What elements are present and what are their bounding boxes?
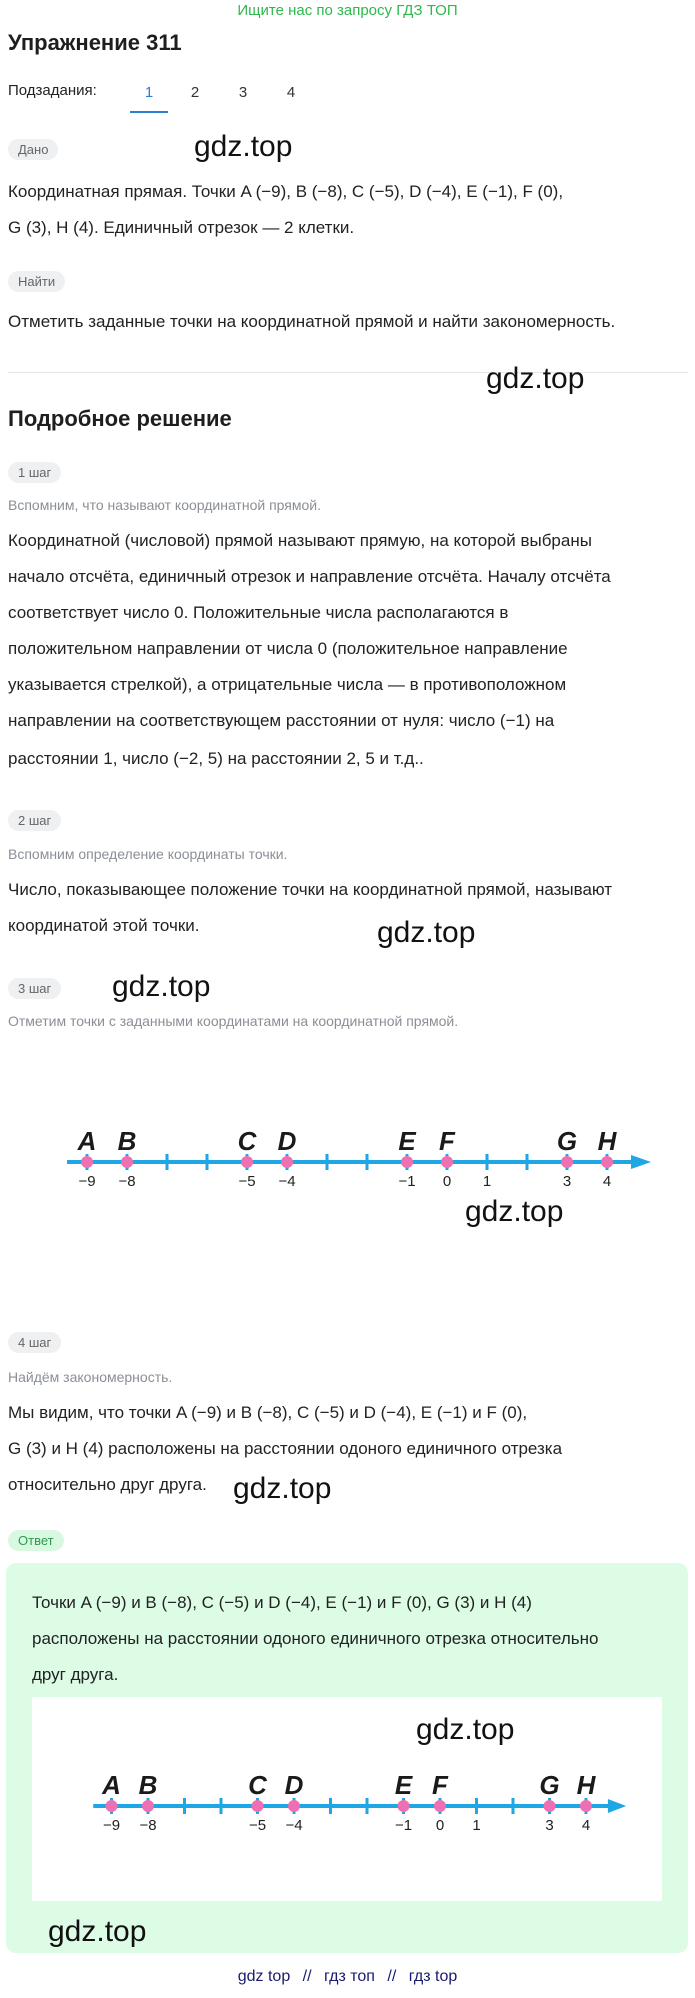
divider [8, 372, 688, 373]
point-coordinate: −1 [398, 1173, 416, 1190]
point-coordinate: 3 [562, 1173, 572, 1190]
point-coordinate: 4 [602, 1173, 612, 1190]
watermark: gdz.top [416, 1713, 515, 1746]
given-text-line-1: Координатная прямая. Точки A (−9), B (−8), C (−5), D (−4), E (−1), F (0), [8, 182, 564, 201]
point-coordinate: −4 [278, 1173, 296, 1190]
number-line-diagram [32, 1740, 662, 1840]
watermark: gdz.top [194, 130, 293, 163]
point-name: B [138, 1770, 158, 1800]
point-name: E [398, 1126, 416, 1156]
footer-links [0, 1968, 695, 1986]
solution-title: Подробное решение [8, 406, 232, 431]
footer-separator: // [387, 1968, 397, 1985]
point-marker [241, 1156, 253, 1168]
search-banner: Ищите нас по запросу ГДЗ ТОП [237, 2, 458, 19]
point-name: B [117, 1126, 137, 1156]
axis-arrow [631, 1155, 651, 1169]
step-1-line: положительном направлении от числа 0 (положительное направление [8, 639, 568, 658]
watermark: gdz.top [112, 970, 211, 1003]
step-4-hint: Найдём закономерность. [8, 1369, 173, 1385]
point-name: H [576, 1770, 596, 1800]
point-coordinate: −5 [248, 1817, 267, 1834]
point-marker [544, 1800, 556, 1812]
axis-arrow [608, 1799, 626, 1813]
point-name: F [439, 1126, 455, 1156]
point-name: G [539, 1770, 560, 1800]
point-marker [441, 1156, 453, 1168]
step-4-line: G (3) и H (4) расположены на расстоянии одоного единичного отрезка [8, 1439, 563, 1458]
point-coordinate: 0 [442, 1173, 452, 1190]
subtask-tab-4[interactable]: 4 [286, 84, 296, 101]
footer-link[interactable]: гдз топ [324, 1968, 375, 1985]
point-coordinate: −9 [78, 1173, 96, 1190]
step-3-pill: 3 шаг [8, 978, 61, 999]
watermark: gdz.top [465, 1195, 564, 1228]
point-name: F [432, 1770, 448, 1800]
point-name: A [77, 1126, 97, 1156]
page-title: Упражнение 311 [8, 30, 182, 55]
step-1-line: начало отсчёта, единичный отрезок и направление отсчёта. Началу отсчёта [8, 567, 611, 586]
subtasks-label: Подзадания: [8, 82, 97, 99]
step-2-line: координатой этой точки. [8, 916, 200, 935]
step-4-pill: 4 шаг [8, 1332, 61, 1353]
point-coordinate: −8 [118, 1173, 136, 1190]
footer-link[interactable]: гдз top [408, 1968, 458, 1985]
active-tab-indicator [130, 111, 168, 113]
watermark: gdz.top [48, 1915, 147, 1948]
point-coordinate: −5 [238, 1173, 256, 1190]
answer-line: расположены на расстоянии одоного единичного отрезка относительно [32, 1629, 599, 1648]
point-coordinate: −9 [102, 1817, 121, 1834]
point-marker [142, 1800, 154, 1812]
tick-label: 1 [472, 1817, 481, 1834]
watermark: gdz.top [486, 362, 585, 395]
point-name: C [237, 1126, 257, 1156]
watermark: gdz.top [377, 916, 476, 949]
step-1-line: расстоянии 1, число (−2, 5) на расстоянии 2, 5 и т.д.. [8, 749, 424, 768]
point-coordinate: 0 [435, 1817, 445, 1834]
point-name: G [556, 1126, 578, 1156]
point-coordinate: 3 [545, 1817, 554, 1834]
step-2-line: Число, показывающее положение точки на координатной прямой, называют [8, 880, 613, 899]
step-1-line: Координатной (числовой) прямой называют прямую, на которой выбраны [8, 531, 592, 550]
watermark: gdz.top [233, 1472, 332, 1505]
point-name: D [284, 1770, 304, 1800]
point-marker [106, 1800, 118, 1812]
subtask-tab-3[interactable]: 3 [238, 84, 248, 101]
step-1-hint: Вспомним, что называют координатной прямой. [8, 497, 321, 513]
step-1-pill: 1 шаг [8, 462, 61, 483]
point-coordinate: −8 [139, 1817, 157, 1834]
point-coordinate: −1 [394, 1817, 413, 1834]
find-pill: Найти [8, 271, 65, 292]
step-4-line: относительно друг друга. [8, 1475, 207, 1494]
step-1-line: указывается стрелкой), а отрицательные числа — в противоположном [8, 675, 567, 694]
point-name: E [394, 1770, 413, 1800]
step-1-line: направлении на соответствующем расстоянии от нуля: число (−1) на [8, 711, 555, 730]
answer-line: Точки A (−9) и B (−8), C (−5) и D (−4), E (−1) и F (0), G (3) и H (4) [32, 1593, 532, 1612]
given-text-line-2: G (3), H (4). Единичный отрезок — 2 клетки. [8, 218, 355, 237]
subtask-tab-1[interactable]: 1 [144, 84, 154, 101]
subtask-tab-2[interactable]: 2 [190, 84, 200, 101]
answer-line: друг друга. [32, 1665, 119, 1684]
point-name: D [277, 1126, 297, 1156]
point-name: H [597, 1126, 617, 1156]
point-marker [81, 1156, 93, 1168]
step-1-line: соответствует число 0. Положительные числа располагаются в [8, 603, 509, 622]
footer-separator: // [302, 1968, 312, 1985]
point-marker [288, 1800, 300, 1812]
footer-link[interactable]: gdz top [237, 1968, 291, 1985]
point-marker [580, 1800, 592, 1812]
point-marker [601, 1156, 613, 1168]
step-3-hint: Отметим точки с заданными координатами на координатной прямой. [8, 1013, 459, 1029]
tick-label: 1 [482, 1173, 492, 1190]
point-marker [281, 1156, 293, 1168]
point-marker [121, 1156, 133, 1168]
answer-pill: Ответ [8, 1530, 64, 1551]
given-pill: Дано [8, 139, 58, 160]
point-coordinate: 4 [581, 1817, 591, 1834]
find-text: Отметить заданные точки на координатной прямой и найти закономерность. [8, 312, 616, 331]
step-4-line: Мы видим, что точки A (−9) и B (−8), C (−5) и D (−4), E (−1) и F (0), [8, 1403, 528, 1422]
number-line-diagram [0, 1100, 695, 1200]
point-coordinate: −4 [285, 1817, 303, 1834]
point-marker [401, 1156, 413, 1168]
step-2-pill: 2 шаг [8, 810, 61, 831]
point-marker [398, 1800, 410, 1812]
point-name: C [248, 1770, 267, 1800]
step-2-hint: Вспомним определение координаты точки. [8, 846, 288, 862]
point-marker [561, 1156, 573, 1168]
point-marker [252, 1800, 264, 1812]
point-name: A [102, 1770, 121, 1800]
point-marker [434, 1800, 446, 1812]
